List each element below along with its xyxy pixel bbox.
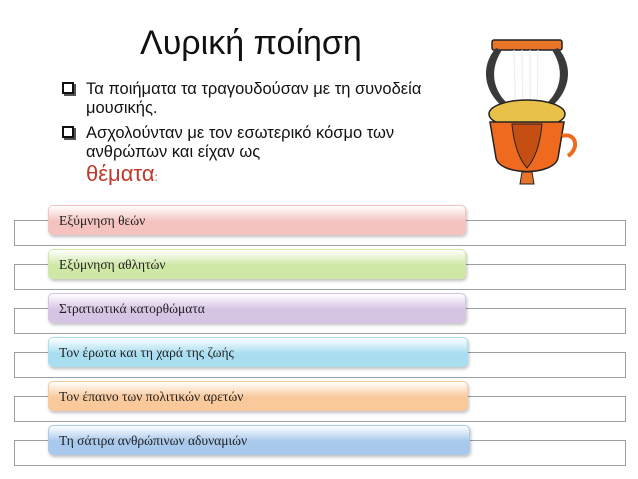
theme-item: Στρατιωτικά κατορθώματα bbox=[48, 293, 466, 323]
themes-colon: : bbox=[154, 170, 158, 184]
bullet-text: Ασχολούνταν με τον εσωτερικό κόσμο των ανθρώπων και είχαν ως bbox=[86, 124, 395, 161]
checkbox-bullet-icon bbox=[62, 126, 74, 138]
theme-item: Τον έρωτα και τη χαρά της ζωής bbox=[48, 337, 468, 367]
theme-item: Τον έπαινο των πολιτικών αρετών bbox=[48, 381, 468, 411]
theme-item: Εξύμνηση θεών bbox=[48, 205, 466, 235]
slide-title: Λυρική ποίηση bbox=[140, 24, 362, 62]
themes-word: θέματα bbox=[86, 161, 155, 186]
theme-item: Τη σάτιρα ανθρώπινων αδυναμιών bbox=[48, 425, 470, 455]
lyre-icon bbox=[462, 36, 582, 186]
theme-item: Εξύμνηση αθλητών bbox=[48, 249, 466, 279]
checkbox-bullet-icon bbox=[62, 82, 74, 94]
bullet-list bbox=[62, 80, 442, 193]
bullet-text: Τα ποιήματα τα τραγουδούσαν με τη συνοδεία μουσικής. bbox=[86, 80, 422, 117]
bullet-item bbox=[62, 80, 442, 118]
bullet-item bbox=[62, 124, 442, 187]
